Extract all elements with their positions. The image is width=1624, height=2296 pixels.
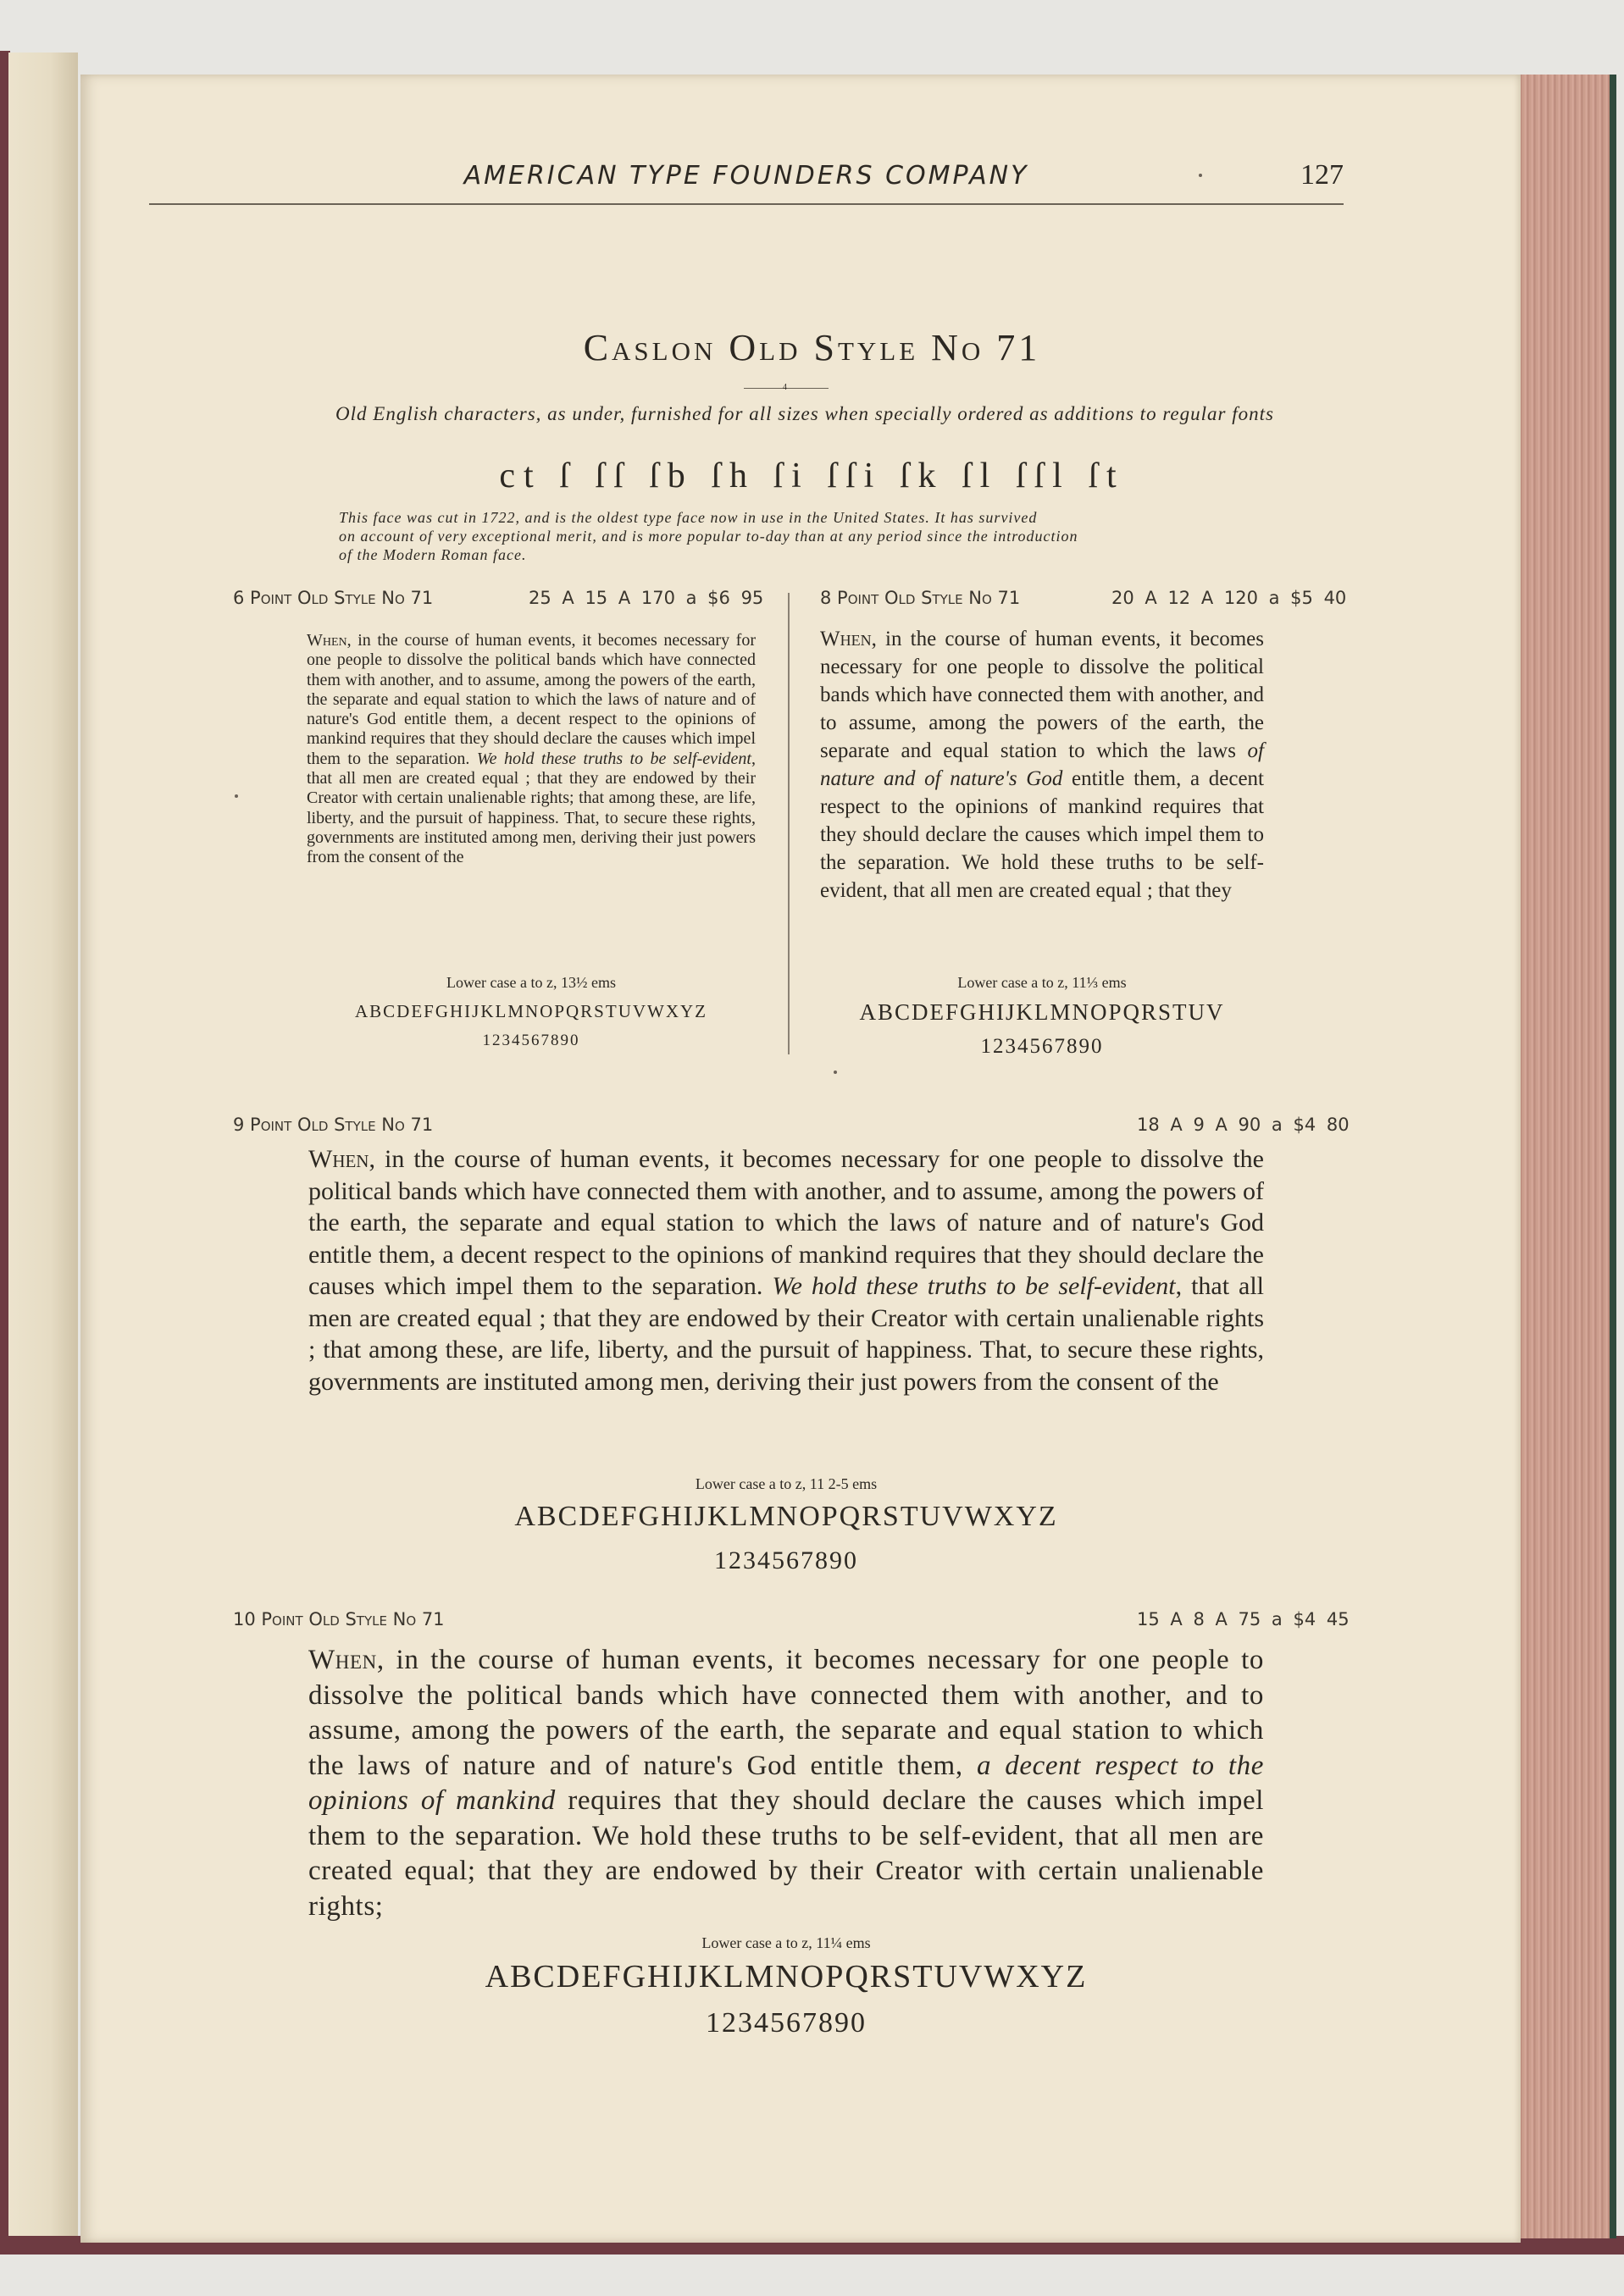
nine-point-price: 18 A 9 A 90 a $4 80: [1137, 1115, 1350, 1135]
six-point-price: 25 A 15 A 170 a $6 95: [529, 588, 764, 608]
six-point-alphabet: ABCDEFGHIJKLMNOPQRSTUVWXYZ: [354, 1001, 707, 1021]
nine-point-specimen: When, in the course of human events, it becomes necessary for one people to dissolve the political bands which have connected them with another, and to assume, among the powers of the earth, the separate and equal station to which the laws of nature and of nature's God entitle them, a decent respect to the opinions of mankind requires that they should declare the causes which impel them to the separation. We hold these truths to be self-evident, that all men are created equal ; that they are endowed by their Creator with certain unalienable rights ; that among these, are life, liberty, and the pursuit of happiness. That, to secure these rights, governments are instituted among men, deriving their just powers from the consent of the: [308, 1145, 1264, 1396]
eight-point-lowercase-note: Lower case a to z, 11⅓ ems: [957, 974, 1127, 991]
six-point-numerals: 1234567890: [482, 1032, 580, 1049]
nine-point-label: 9 Point Old Style No 71: [233, 1115, 434, 1135]
six-point-lowercase-note: Lower case a to z, 13½ ems: [446, 974, 616, 991]
page-title: Caslon Old Style No 71: [583, 327, 1041, 368]
running-title: AMERICAN TYPE FOUNDERS COMPANY: [463, 161, 1029, 191]
eight-point-alphabet: ABCDEFGHIJKLMNOPQRSTUV: [859, 999, 1225, 1025]
title-ornament: 4: [783, 383, 787, 392]
page-edges: [1516, 75, 1616, 2238]
history-note: [339, 508, 1313, 564]
ten-point-alphabet: ABCDEFGHIJKLMNOPQRSTUVWXYZ: [485, 1959, 1088, 1994]
ten-point-label: 10 Point Old Style No 71: [233, 1609, 445, 1629]
nine-point-numerals: 1234567890: [714, 1546, 858, 1574]
paper-speck: [834, 1071, 837, 1074]
paper-speck: [1199, 174, 1202, 177]
history-line: This face was cut in 1722, and is the oldest type face now in use in the United States. It has survived: [339, 509, 1038, 526]
eight-point-label: 8 Point Old Style No 71: [820, 588, 1021, 608]
history-line: on account of very exceptional merit, and is more popular to-day than at any period since the introduction: [339, 528, 1078, 545]
nine-point-alphabet: ABCDEFGHIJKLMNOPQRSTUVWXYZ: [514, 1501, 1058, 1532]
ligature-specimen: ct ſ ſſ ſb ſh ſi ſſi ſk ſl ſſl ſt: [499, 456, 1125, 495]
paper-speck: [235, 794, 238, 798]
eight-point-numerals: 1234567890: [980, 1035, 1104, 1058]
ten-point-numerals: 1234567890: [706, 2007, 867, 2039]
eight-point-price: 20 A 12 A 120 a $5 40: [1111, 588, 1347, 608]
header-rule: [149, 203, 1344, 205]
nine-point-lowercase-note: Lower case a to z, 11 2-5 ems: [695, 1475, 878, 1492]
running-header: [149, 161, 1344, 200]
eight-point-specimen: When, in the course of human events, it becomes necessary for one people to dissolve the political bands which have connected them with another, and to assume, among the powers of the earth, the separate and equal station to which the laws of nature and of nature's God entitle them, a decent respect to the opinions of mankind requires that they should declare the causes which impel them to the separation. We hold these truths to be self-evident, that all men are created equal ; that they: [820, 628, 1264, 902]
column-divider: [788, 593, 790, 1054]
ligature-note: Old English characters, as under, furnished for all sizes when specially ordered as additions to regular fonts: [335, 403, 1274, 424]
facing-page-edge: [8, 53, 78, 2238]
ten-point-specimen: When, in the course of human events, it becomes necessary for one people to dissolve the political bands which have connected them with another, and to assume, among the powers of the earth, the separate and equal station to which the laws of nature and of nature's God entitle them, a decent respect to the opinions of mankind requires that they should declare the causes which impel them to the separation. We hold these truths to be self-evident, that all men are created equal; that they are endowed by their Creator with certain unalienable rights;: [308, 1645, 1264, 1922]
ten-point-lowercase-note: Lower case a to z, 11¼ ems: [701, 1934, 871, 1951]
six-point-label: 6 Point Old Style No 71: [233, 588, 434, 608]
history-line: of the Modern Roman face.: [339, 546, 527, 563]
ten-point-price: 15 A 8 A 75 a $4 45: [1137, 1609, 1350, 1629]
page-number: 127: [1300, 159, 1344, 191]
six-point-specimen: When, in the course of human events, it becomes necessary for one people to dissolve the political bands which have connected them with another, and to assume, among the powers of the earth, the separate and equal station to which the laws of nature and of nature's God entitle them, a decent respect to the opinions of mankind requires that they should declare the causes which impel them to the separation. We hold these truths to be self-evident, that all men are created equal ; that they are endowed by their Creator with certain unalienable rights; that among these, are life, liberty, and the pursuit of happiness. That, to secure these rights, governments are instituted among men, deriving their just powers from the consent of the: [307, 631, 756, 867]
